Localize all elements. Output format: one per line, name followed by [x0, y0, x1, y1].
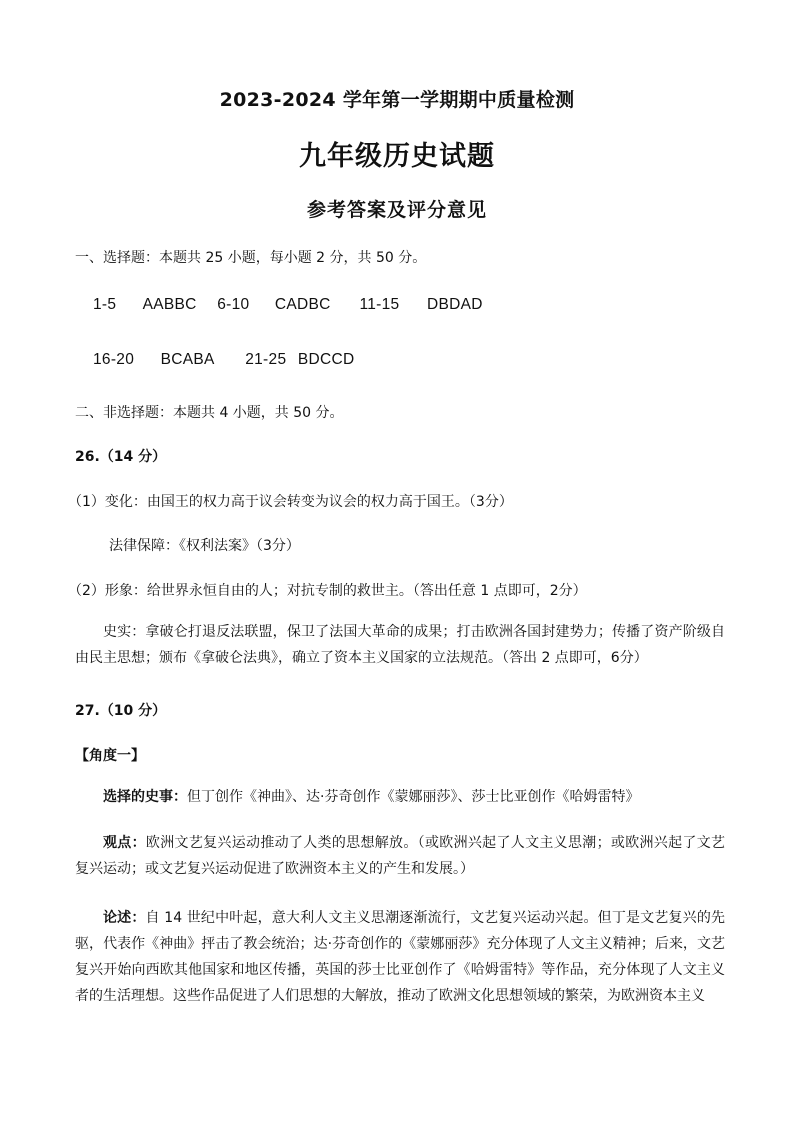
- q26-part2-facts: 史实：拿破仑打退反法联盟，保卫了法国大革命的成果；打击欧洲各国封建势力；传播了资产阶级自由民主思想；颁布《拿破仑法典》，确立了资本主义国家的立法规范。（答出 2 点即可，6分）: [75, 624, 725, 666]
- section2-heading: 二、非选择题：本题共 4 小题，共 50 分。: [75, 405, 344, 421]
- answer-range: 11-15: [359, 296, 400, 313]
- question-26-label: 26.（14 分）: [75, 449, 167, 465]
- events-text: 但丁创作《神曲》、达·芬奇创作《蒙娜丽莎》、莎士比亚创作《哈姆雷特》: [187, 789, 640, 805]
- q26-part1-law: 法律保障：《权利法案》（3分）: [109, 538, 300, 554]
- viewpoint-label: 观点：: [103, 835, 146, 851]
- answer-range: 21-25: [245, 351, 287, 368]
- viewpoint-text: 欧洲文艺复兴运动推动了人类的思想解放。（或欧洲兴起了人文主义思潮；或欧洲兴起了文艺复兴运动；或文艺复兴运动促进了欧洲资本主义的产生和发展。）: [75, 835, 726, 877]
- answer-range: 6-10: [217, 296, 250, 313]
- answer-letters: AABBC: [142, 296, 197, 313]
- events-label: 选择的史事：: [103, 789, 187, 805]
- q27-viewpoint: [75, 830, 725, 882]
- q27-events: [75, 784, 725, 810]
- answer-letters: DBDAD: [427, 296, 483, 313]
- exam-term-title: 2023-2024 学年第一学期期中质量检测: [219, 89, 575, 111]
- argument-text: 自 14 世纪中叶起，意大利人文主义思潮逐渐流行，文艺复兴运动兴起。但丁是文艺复兴的先驱，代表作《神曲》抨击了教会统治；达·芬奇创作的《蒙娜丽莎》充分体现了人文主义精神；后来，文艺复兴开始向西欧其他国家和地区传播，英国的莎士比亚创作了《哈姆雷特》等作品，充分体现了人文主义者的生活理想。这些作品促进了人们思想的大解放，推动了欧洲文化思想领域的繁荣，为欧洲资本主义: [75, 910, 726, 1004]
- q27-argument: [75, 905, 725, 1009]
- angle-one-label: 【角度一】: [75, 748, 145, 764]
- argument-label: 论述：: [103, 910, 146, 926]
- answer-range: 16-20: [93, 351, 135, 368]
- q26-part2: （2）形象：给世界永恒自由的人；对抗专制的救世主。（答出任意 1 点即可，2分）: [68, 583, 587, 599]
- exam-subject-title: 九年级历史试题: [299, 141, 495, 172]
- answers-row-2: [93, 351, 354, 369]
- answer-letters: BDCCD: [297, 351, 355, 368]
- answer-key-title: 参考答案及评分意见: [306, 199, 487, 221]
- answers-row-1: [93, 296, 483, 314]
- answer-letters: BCABA: [160, 351, 215, 368]
- section1-heading: 一、选择题：本题共 25 小题，每小题 2 分，共 50 分。: [75, 250, 427, 266]
- answer-letters: CADBC: [274, 296, 331, 313]
- answer-range: 1-5: [93, 296, 117, 313]
- q26-part1: （1）变化：由国王的权力高于议会转变为议会的权力高于国王。（3分）: [68, 494, 513, 510]
- question-27-label: 27.（10 分）: [75, 703, 167, 719]
